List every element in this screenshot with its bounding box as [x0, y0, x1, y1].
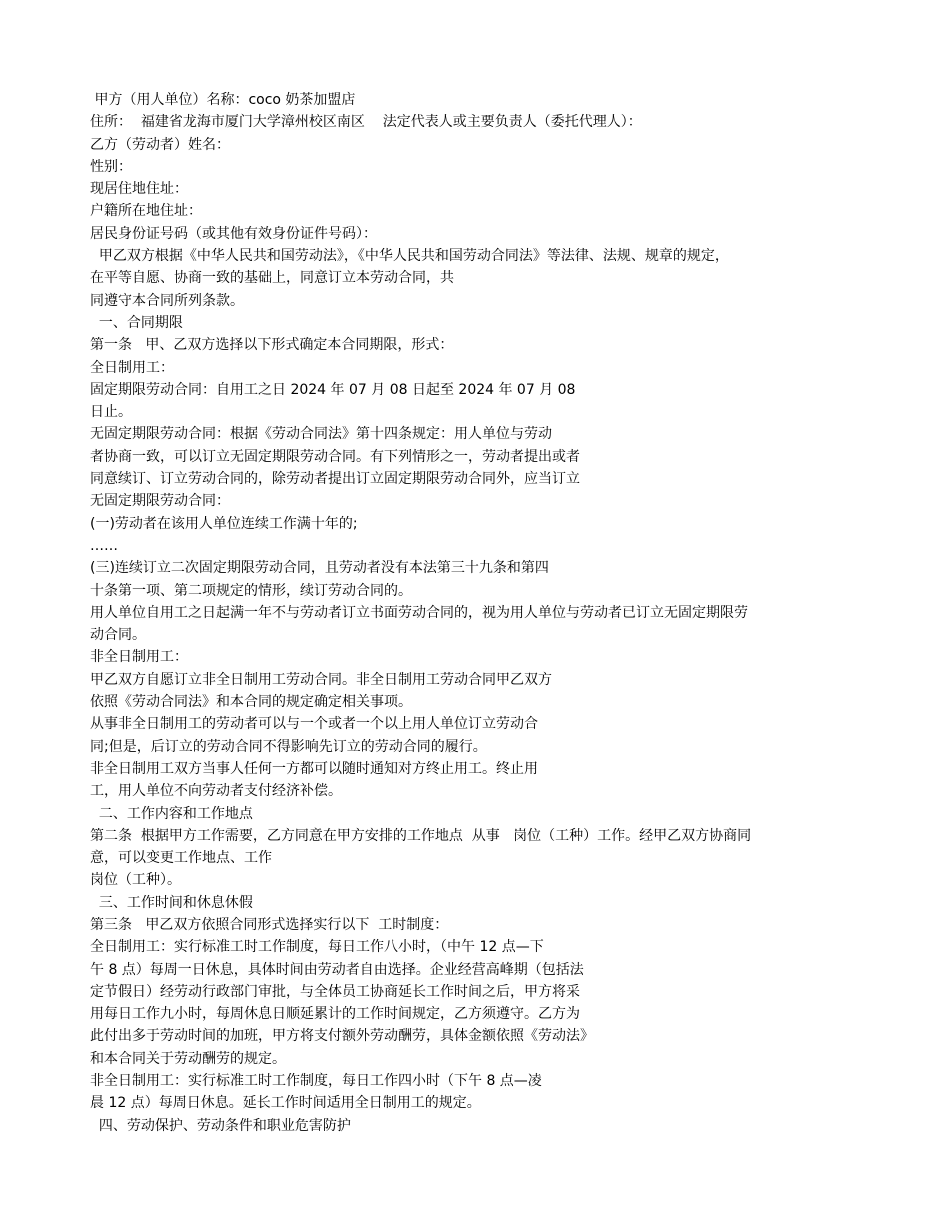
doc-line: 同遵守本合同所列条款。: [90, 292, 244, 309]
doc-line: (一)劳动者在该用人单位连续工作满十年的;: [90, 515, 358, 532]
doc-line: 意，可以变更工作地点、工作: [90, 850, 272, 867]
doc-line: 全日制用工：实行标准工时工作制度，每日工作八小时，（中午 12 点—下: [90, 939, 544, 956]
doc-line: 用人单位自用工之日起满一年不与劳动者订立书面劳动合同的，视为用人单位与劳动者已订立无固定期限劳: [90, 604, 748, 621]
doc-line: 和本合同关于劳动酬劳的规定。: [90, 1050, 286, 1067]
doc-line: ……: [90, 537, 118, 554]
section-heading: 三、工作时间和休息休假: [90, 894, 253, 911]
doc-line: 四、劳动保护、劳动条件和职业危害防护: [90, 1117, 351, 1134]
doc-line: 甲方（用人单位）名称：coco 奶茶加盟店: [90, 92, 356, 108]
doc-line: 无固定期限劳动合同：根据《劳动合同法》第十四条规定：用人单位与劳动: [90, 426, 552, 443]
doc-line: 定节假日）经劳动行政部门审批，与全体员工协商延长工作时间之后，甲方将采: [90, 983, 580, 1000]
doc-line: 现居住地住址：: [90, 181, 188, 198]
doc-line: 午 8 点）每周一日休息，具体时间由劳动者自由选择。企业经营高峰期（包括法: [90, 961, 584, 978]
doc-line: 全日制用工：: [90, 359, 174, 376]
doc-line: 第二条 根据甲方工作需要，乙方同意在甲方安排的工作地点 从事 岗位（工种）工作。经甲乙双方协商同: [90, 827, 752, 844]
doc-line: 住所： 福建省龙海市厦门大学漳州校区南区 法定代表人或主要负责人（委托代理人）：: [90, 114, 642, 131]
doc-line: 工，用人单位不向劳动者支付经济补偿。: [90, 783, 342, 800]
doc-line: 非全日制用工：: [90, 649, 188, 666]
doc-line: 无固定期限劳动合同：: [90, 493, 230, 510]
doc-line: 甲乙双方根据《中华人民共和国劳动法》，《中华人民共和国劳动合同法》等法律、法规、规章的规定，: [90, 248, 729, 265]
doc-line: (三)连续订立二次固定期限劳动合同，且劳动者没有本法第三十九条和第四: [90, 560, 549, 577]
doc-line: 性别：: [90, 158, 132, 175]
doc-line: 居民身份证号码（或其他有效身份证件号码）：: [90, 225, 377, 242]
doc-line: 用每日工作九小时，每周休息日顺延累计的工作时间规定，乙方须遵守。乙方为: [90, 1006, 580, 1023]
doc-line: 乙方（劳动者）姓名：: [90, 136, 230, 153]
doc-line: 晨 12 点）每周日休息。延长工作时间适用全日制用工的规定。: [90, 1095, 481, 1112]
section-heading: 一、合同期限: [90, 314, 183, 331]
doc-line: 在平等自愿、协商一致的基础上，同意订立本劳动合同，共: [90, 270, 454, 287]
doc-line: 日止。: [90, 404, 132, 421]
doc-line: 依照《劳动合同法》和本合同的规定确定相关事项。: [90, 694, 412, 711]
doc-line: 甲乙双方自愿订立非全日制用工劳动合同。非全日制用工劳动合同甲乙双方: [90, 671, 552, 688]
doc-line: 从事非全日制用工的劳动者可以与一个或者一个以上用人单位订立劳动合: [90, 716, 538, 733]
doc-line: 第三条 甲乙双方依照合同形式选择实行以下 工时制度：: [90, 916, 449, 933]
doc-line: 十条第一项、第二项规定的情形，续订劳动合同的。: [90, 582, 412, 599]
doc-line: 户籍所在地住址：: [90, 203, 202, 220]
doc-line: 同;但是，后订立的劳动合同不得影响先订立的劳动合同的履行。: [90, 738, 487, 755]
doc-line: 者协商一致，可以订立无固定期限劳动合同。有下列情形之一，劳动者提出或者: [90, 448, 580, 465]
doc-line: 同意续订、订立劳动合同的，除劳动者提出订立固定期限劳动合同外，应当订立: [90, 471, 580, 488]
doc-line: 此付出多于劳动时间的加班，甲方将支付额外劳动酬劳，具体金额依照《劳动法》: [90, 1028, 594, 1045]
doc-line: 固定期限劳动合同：自用工之日 2024 年 07 月 08 日起至 2024 年 07 月 08: [90, 381, 576, 398]
doc-line: 动合同。: [90, 627, 146, 644]
doc-line: 第一条 甲、乙双方选择以下形式确定本合同期限，形式：: [90, 337, 454, 354]
section-heading: 二、工作内容和工作地点: [90, 805, 253, 822]
doc-line: 岗位（工种）。: [90, 872, 181, 889]
doc-line: 非全日制用工：实行标准工时工作制度，每日工作四小时（下午 8 点—凌: [90, 1073, 542, 1090]
doc-line: 非全日制用工双方当事人任何一方都可以随时通知对方终止用工。终止用: [90, 760, 538, 777]
